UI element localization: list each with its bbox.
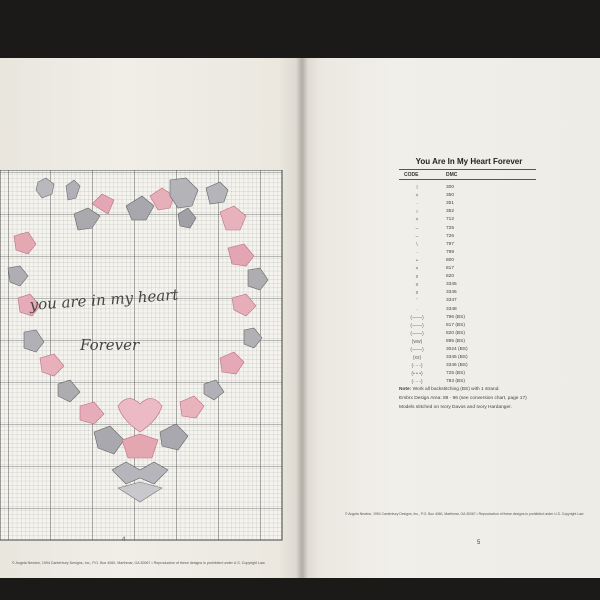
key-dmc-number: 820 xyxy=(446,274,455,280)
key-row xyxy=(399,265,536,273)
key-symbol: l xyxy=(416,185,418,191)
left-page-number: 4 xyxy=(122,537,126,543)
key-symbol: (- - -) xyxy=(411,379,423,386)
book-gutter xyxy=(296,58,308,578)
design-area-line: Embrx Design Area: 89 · 96 (see conversion chart, page 17) xyxy=(399,396,527,401)
key-symbol: ○ xyxy=(415,209,419,216)
key-dmc-number: 800 xyxy=(446,257,455,263)
key-row xyxy=(399,370,536,378)
key-dmc-number: 895 (BS) xyxy=(446,338,465,344)
key-dmc-number: 820 (BS) xyxy=(446,330,465,336)
key-symbol: (——) xyxy=(410,330,424,337)
key-dmc-number: 797 xyxy=(446,241,455,247)
key-row xyxy=(399,233,536,241)
key-row xyxy=(399,208,536,216)
key-dmc-number: 3345 xyxy=(446,282,457,288)
key-rule-header xyxy=(399,179,536,180)
key-row xyxy=(399,225,536,233)
key-symbol: (- - -) xyxy=(411,363,423,370)
dmc-column-header: DMC xyxy=(446,172,458,178)
models-line: Models stitched on Ivory Davos and Ivory Hardanger. xyxy=(399,405,512,410)
key-dmc-number: 3024 (BS) xyxy=(446,347,468,352)
key-row xyxy=(399,354,536,362)
key-symbol: (——) xyxy=(410,347,424,353)
key-title: You Are In My Heart Forever xyxy=(415,157,523,166)
key-symbol: x xyxy=(415,274,419,281)
key-dmc-number: 300 xyxy=(446,185,455,190)
key-dmc-number: 350 xyxy=(446,193,455,199)
key-dmc-number: 712 xyxy=(446,217,455,223)
note-label: Note: xyxy=(399,387,412,392)
key-dmc-number: 817 xyxy=(446,266,455,271)
key-symbol: (——) xyxy=(410,314,424,321)
key-row xyxy=(399,346,536,354)
key-dmc-number: 3347 xyxy=(446,298,457,304)
key-row xyxy=(399,322,536,330)
key-row xyxy=(399,249,536,257)
key-rule-top xyxy=(399,169,536,170)
key-dmc-number: 783 (BS) xyxy=(446,379,465,385)
key-row xyxy=(399,297,536,305)
key-symbol: – xyxy=(415,225,419,232)
key-row xyxy=(399,200,536,208)
key-symbol: · xyxy=(416,306,418,313)
cross-stitch-chart xyxy=(0,170,298,542)
key-row xyxy=(399,330,536,338)
right-page-number: 5 xyxy=(477,540,481,546)
key-dmc-number: 725 xyxy=(446,225,455,231)
key-notes xyxy=(399,385,599,412)
key-dmc-number: 3348 xyxy=(446,306,457,312)
key-dmc-number: 3346 (BS) xyxy=(446,363,468,369)
key-symbol: × xyxy=(415,266,419,272)
key-dmc-number: 351 xyxy=(446,201,455,207)
script-line-2: Forever xyxy=(80,336,140,354)
key-row xyxy=(399,314,536,322)
code-column-header: CODE xyxy=(404,172,419,178)
key-dmc-number: 725 (BS) xyxy=(446,371,465,377)
key-row xyxy=(399,281,536,289)
key-row xyxy=(399,338,536,346)
key-symbol: • xyxy=(416,257,418,264)
key-dmc-number: 3346 xyxy=(446,290,457,296)
note-text: Work all backstitching (BS) with 1 strand. xyxy=(412,387,500,392)
key-row xyxy=(399,273,536,281)
left-page-footer: © Angela Newton, 1994 Canterbury Designs, Inc., P.O. Box 4060, Marthmar, GA 30067 • Reproduction of these designs is prohibited under U.S. Copyright Law xyxy=(12,561,265,565)
key-dmc-number: 726 xyxy=(446,233,455,239)
key-symbol: – xyxy=(415,233,419,240)
right-page-footer: © Angela Newton, 1994 Canterbury Designs, Inc., P.O. Box 4060, Marthmar, GA 30067 • Reproduction of these designs is prohibited under U.S. Copyright Law xyxy=(345,512,584,516)
key-row xyxy=(399,257,536,265)
key-symbol: · xyxy=(416,249,418,256)
key-row xyxy=(399,306,536,314)
key-row xyxy=(399,362,536,370)
script-line-1: you are in my heart xyxy=(29,285,179,314)
key-symbol: × xyxy=(415,193,419,200)
key-symbol: (——) xyxy=(410,322,424,329)
key-row xyxy=(399,192,536,200)
key-row xyxy=(399,184,536,192)
key-symbol: \ xyxy=(416,241,418,248)
key-row xyxy=(399,241,536,249)
key-dmc-number: 3345 (BS) xyxy=(446,355,468,361)
note-line xyxy=(399,385,599,394)
key-row xyxy=(399,289,536,297)
key-symbol: · xyxy=(416,201,418,208)
key-symbol: × xyxy=(415,217,419,224)
key-dmc-number: 799 xyxy=(446,249,455,255)
key-row xyxy=(399,216,536,224)
key-dmc-number: 352 xyxy=(446,209,455,215)
key-symbol: (• • •) xyxy=(411,371,423,378)
key-symbol: x xyxy=(415,290,419,297)
key-symbol: (xx) xyxy=(412,355,422,362)
key-symbol: ' xyxy=(416,298,418,305)
key-symbol: (ww) xyxy=(411,338,423,345)
key-dmc-number: 817 (BS) xyxy=(446,322,465,328)
key-dmc-number: 796 (BS) xyxy=(446,314,465,320)
key-symbol: v xyxy=(415,282,419,289)
left-page xyxy=(0,58,302,578)
